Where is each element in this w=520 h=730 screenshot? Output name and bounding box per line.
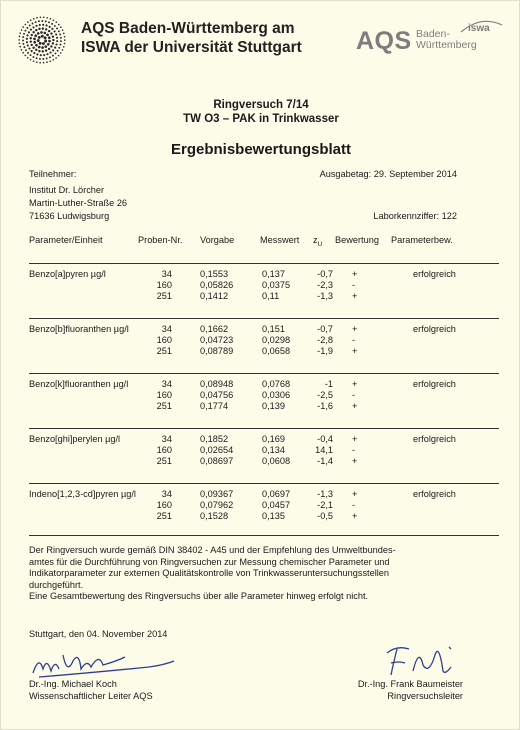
logo-dot bbox=[55, 33, 57, 35]
rating: + bbox=[352, 346, 358, 356]
logo-dot bbox=[50, 45, 52, 47]
logo-dot bbox=[32, 31, 34, 33]
logo-dot bbox=[30, 19, 32, 21]
target-value: 0,04756 bbox=[200, 390, 234, 400]
logo-dot bbox=[60, 52, 62, 54]
sample-no: 251 bbox=[156, 511, 172, 521]
measured-value: 0,0457 bbox=[262, 500, 291, 510]
sample-no: 34 bbox=[161, 489, 172, 499]
zu-score: -0,7 bbox=[317, 269, 333, 279]
logo-dot bbox=[52, 35, 54, 37]
logo-dot bbox=[57, 50, 59, 52]
logo-dot bbox=[19, 42, 21, 44]
logo-dot bbox=[30, 40, 32, 42]
logo-dot bbox=[48, 21, 50, 23]
logo-dot bbox=[46, 57, 48, 59]
aqs-logo-region-line1: Baden- bbox=[416, 28, 450, 40]
logo-dot bbox=[23, 46, 25, 48]
parameter-name: Benzo[k]fluoranthen µg/l bbox=[29, 379, 129, 389]
logo-dot bbox=[27, 57, 29, 59]
logo-dot bbox=[22, 40, 24, 42]
zu-score: -0,5 bbox=[317, 511, 333, 521]
logo-dot bbox=[25, 24, 27, 26]
logo-dot bbox=[30, 37, 32, 39]
logo-dot bbox=[36, 61, 38, 63]
rating: + bbox=[352, 379, 358, 389]
logo-dot bbox=[64, 36, 66, 38]
measured-value: 0,0608 bbox=[262, 456, 291, 466]
logo-dot bbox=[33, 38, 36, 41]
sample-no: 160 bbox=[156, 280, 172, 290]
logo-dot bbox=[44, 45, 47, 48]
logo-dot bbox=[35, 29, 37, 31]
logo-dot bbox=[60, 37, 62, 39]
table-row bbox=[29, 269, 499, 280]
logo-dot bbox=[31, 34, 33, 36]
sample-no: 160 bbox=[156, 500, 172, 510]
parameter-group bbox=[29, 483, 499, 533]
logo-dot bbox=[37, 32, 40, 35]
target-value: 0,09367 bbox=[200, 489, 234, 499]
zu-score: -1,9 bbox=[317, 346, 333, 356]
logo-dot bbox=[40, 31, 43, 34]
logo-dot bbox=[31, 50, 33, 52]
logo-dot bbox=[46, 17, 48, 19]
sample-no: 34 bbox=[161, 324, 172, 334]
table-row bbox=[29, 511, 499, 522]
logo-dot bbox=[33, 18, 35, 20]
logo-dot bbox=[24, 55, 26, 57]
logo-dot bbox=[35, 25, 37, 27]
logo-dot bbox=[52, 49, 54, 51]
rating: - bbox=[352, 390, 356, 400]
rating: + bbox=[352, 511, 358, 521]
sample-no: 251 bbox=[156, 291, 172, 301]
parameter-result: erfolgreich bbox=[413, 379, 456, 389]
logo-dot bbox=[58, 55, 60, 57]
measured-value: 0,0298 bbox=[262, 335, 291, 345]
logo-dot bbox=[24, 30, 26, 32]
measured-value: 0,11 bbox=[262, 291, 280, 301]
logo-dot bbox=[46, 53, 48, 55]
logo-dot bbox=[22, 43, 24, 45]
header-zu-main: z bbox=[313, 235, 318, 245]
logo-dot bbox=[56, 27, 58, 29]
logo-dot bbox=[59, 44, 61, 46]
parameter-name: Benzo[a]pyren µg/l bbox=[29, 269, 106, 279]
target-value: 0,1553 bbox=[200, 269, 229, 279]
target-value: 0,07962 bbox=[200, 500, 234, 510]
logo-dot bbox=[51, 28, 53, 30]
logo-dot bbox=[35, 44, 38, 47]
table-row bbox=[29, 500, 499, 511]
org-line-2: ISWA der Universität Stuttgart bbox=[81, 39, 302, 56]
logo-dot bbox=[40, 16, 42, 18]
measured-value: 0,135 bbox=[262, 511, 285, 521]
address-line-3: 71636 Ludwigsburg bbox=[29, 211, 110, 221]
closing-line-2: amtes für die Durchführung von Ringversuchen zur Messung chemischer Parameter und bbox=[29, 556, 390, 567]
logo-dot bbox=[33, 41, 36, 44]
place-date: Stuttgart, den 04. November 2014 bbox=[29, 629, 168, 639]
logo-dot bbox=[49, 26, 51, 28]
logo-dot bbox=[19, 32, 21, 34]
logo-dot bbox=[55, 43, 57, 45]
logo-dot bbox=[43, 32, 46, 35]
measured-value: 0,169 bbox=[262, 434, 285, 444]
logo-dot bbox=[38, 50, 40, 52]
org-line-1: AQS Baden-Württemberg am bbox=[81, 20, 295, 37]
logo-dot bbox=[33, 60, 35, 62]
logo-dot bbox=[47, 43, 50, 46]
logo-dot bbox=[27, 44, 29, 46]
logo-dot bbox=[26, 41, 28, 43]
logo-dot bbox=[39, 42, 42, 45]
logo-dot bbox=[21, 49, 23, 51]
logo-dot bbox=[30, 59, 32, 61]
logo-dot bbox=[25, 49, 27, 51]
logo-dot bbox=[44, 40, 47, 43]
rating: + bbox=[352, 456, 358, 466]
logo-dot bbox=[42, 24, 44, 26]
logo-dot bbox=[49, 52, 51, 54]
logo-dot bbox=[62, 49, 64, 51]
logo-dot bbox=[55, 52, 57, 54]
iswa-logo-text: iswa bbox=[468, 23, 490, 34]
parameter-result: erfolgreich bbox=[413, 324, 456, 334]
signature-koch bbox=[29, 647, 179, 681]
measured-value: 0,151 bbox=[262, 324, 285, 334]
table-row bbox=[29, 401, 499, 412]
logo-dot bbox=[45, 24, 47, 26]
logo-dot bbox=[26, 27, 28, 29]
rating: + bbox=[352, 489, 358, 499]
target-value: 0,08789 bbox=[200, 346, 234, 356]
rating: + bbox=[352, 269, 358, 279]
zu-score: -1,3 bbox=[317, 291, 333, 301]
logo-dot bbox=[36, 17, 38, 19]
address-line-1: Institut Dr. Lörcher bbox=[29, 185, 105, 195]
zu-score: -2,3 bbox=[317, 280, 333, 290]
logo-dot bbox=[52, 39, 54, 41]
logo-dot bbox=[32, 47, 34, 49]
target-value: 0,02654 bbox=[200, 445, 234, 455]
zu-score: -2,8 bbox=[317, 335, 333, 345]
logo-dot bbox=[19, 36, 21, 38]
table-row bbox=[29, 346, 499, 357]
logo-dot bbox=[40, 54, 42, 56]
header-zu bbox=[313, 235, 322, 248]
logo-dot bbox=[45, 49, 47, 51]
logo-dot bbox=[55, 21, 57, 23]
measured-value: 0,0658 bbox=[262, 346, 291, 356]
logo-dot bbox=[32, 23, 34, 25]
logo-dot bbox=[48, 30, 50, 32]
logo-dot bbox=[52, 55, 54, 57]
logo-dot bbox=[54, 30, 56, 32]
logo-dot bbox=[39, 58, 41, 60]
logo-dot bbox=[45, 20, 47, 22]
measured-value: 0,0768 bbox=[262, 379, 291, 389]
zu-score: -1,4 bbox=[317, 456, 333, 466]
aqs-logo-region-line2: Württemberg bbox=[416, 39, 477, 51]
sample-no: 34 bbox=[161, 379, 172, 389]
header-param-rating: Parameterbew. bbox=[391, 235, 453, 245]
logo-dot bbox=[42, 50, 44, 52]
signer-2-name: Dr.-Ing. Frank Baumeister bbox=[357, 679, 463, 689]
logo-dot bbox=[54, 25, 56, 27]
parameter-result: erfolgreich bbox=[413, 489, 456, 499]
logo-dot bbox=[27, 21, 29, 23]
logo-dot bbox=[26, 38, 28, 40]
rating: + bbox=[352, 324, 358, 334]
iswa-logo bbox=[459, 19, 504, 34]
logo-dot bbox=[52, 42, 54, 44]
aqs-logo bbox=[356, 19, 506, 59]
table-row bbox=[29, 445, 499, 456]
logo-dot bbox=[41, 35, 44, 38]
logo-dot bbox=[42, 42, 45, 45]
header-sample-no: Proben-Nr. bbox=[138, 235, 183, 245]
logo-dot bbox=[43, 16, 45, 18]
logo-dot bbox=[38, 46, 41, 49]
closing-line-4: durchgeführt. bbox=[29, 579, 84, 590]
logo-dot bbox=[48, 48, 50, 50]
parameter-name: Benzo[b]fluoranthen µg/l bbox=[29, 324, 129, 334]
table-row bbox=[29, 434, 499, 445]
sample-no: 160 bbox=[156, 445, 172, 455]
logo-dot bbox=[52, 59, 54, 61]
university-dots-logo bbox=[17, 15, 67, 65]
logo-dot bbox=[41, 20, 43, 22]
target-value: 0,1412 bbox=[200, 291, 229, 301]
header-rating: Bewertung bbox=[335, 235, 379, 245]
logo-dot bbox=[26, 34, 28, 36]
measured-value: 0,137 bbox=[262, 269, 285, 279]
table-row bbox=[29, 390, 499, 401]
parameter-group bbox=[29, 318, 499, 368]
logo-dot bbox=[58, 24, 60, 26]
target-value: 0,1774 bbox=[200, 401, 229, 411]
logo-dot bbox=[45, 28, 47, 30]
sample-no: 34 bbox=[161, 269, 172, 279]
rating: - bbox=[352, 280, 356, 290]
signer-1-role: Wissenschaftlicher Leiter AQS bbox=[29, 691, 153, 701]
organization-name bbox=[81, 19, 302, 57]
logo-dot bbox=[36, 53, 38, 55]
logo-dot bbox=[53, 19, 55, 21]
logo-dot bbox=[55, 57, 57, 59]
aqs-logo-text: AQS bbox=[356, 27, 412, 55]
table-row bbox=[29, 456, 499, 467]
logo-dot bbox=[43, 54, 45, 56]
logo-dot bbox=[22, 26, 24, 28]
logo-dot bbox=[32, 56, 34, 58]
rating: + bbox=[352, 291, 358, 301]
logo-dot bbox=[28, 31, 30, 33]
target-value: 0,1852 bbox=[200, 434, 229, 444]
logo-dot bbox=[46, 61, 48, 63]
logo-dot bbox=[21, 29, 23, 31]
logo-dot bbox=[38, 36, 41, 39]
logo-dot bbox=[28, 47, 30, 49]
logo-dot bbox=[50, 32, 52, 34]
zu-score: -1 bbox=[324, 379, 333, 389]
closing-paragraph bbox=[29, 545, 499, 603]
measured-value: 0,0697 bbox=[262, 489, 291, 499]
target-value: 0,08697 bbox=[200, 456, 234, 466]
logo-dot bbox=[18, 39, 20, 41]
rating: + bbox=[352, 434, 358, 444]
logo-dot bbox=[64, 39, 66, 41]
logo-dot bbox=[37, 39, 40, 42]
parameter-group bbox=[29, 263, 499, 313]
table-row bbox=[29, 280, 499, 291]
rating: - bbox=[352, 445, 356, 455]
logo-dot bbox=[42, 58, 44, 60]
logo-dot bbox=[39, 24, 41, 26]
measured-value: 0,139 bbox=[262, 401, 285, 411]
table-row bbox=[29, 291, 499, 302]
logo-dot bbox=[27, 52, 29, 54]
logo-dot bbox=[50, 18, 52, 20]
table-row bbox=[29, 324, 499, 335]
zu-score: -1,6 bbox=[317, 401, 333, 411]
parameter-result: erfolgreich bbox=[413, 434, 456, 444]
target-value: 0,1528 bbox=[200, 511, 229, 521]
sample-no: 160 bbox=[156, 390, 172, 400]
logo-dot bbox=[39, 62, 41, 64]
address-line-2: Martin-Luther-Straße 26 bbox=[29, 198, 128, 208]
zu-score: -0,4 bbox=[317, 434, 333, 444]
measured-value: 0,134 bbox=[262, 445, 285, 455]
logo-dot bbox=[56, 40, 58, 42]
logo-dot bbox=[19, 46, 21, 48]
logo-dot bbox=[54, 47, 56, 49]
target-value: 0,05826 bbox=[200, 280, 234, 290]
logo-dot bbox=[31, 44, 33, 46]
logo-dot bbox=[22, 36, 24, 38]
logo-dot bbox=[64, 43, 66, 45]
zu-score: 14,1 bbox=[315, 445, 333, 455]
participant-label: Teilnehmer: bbox=[29, 169, 77, 179]
logo-dot bbox=[58, 30, 60, 32]
logo-dot bbox=[22, 52, 24, 54]
closing-line-1: Der Ringversuch wurde gemäß DIN 38402 - A45 und der Empfehlung des Umweltbundes- bbox=[29, 545, 396, 555]
logo-dot bbox=[46, 34, 49, 37]
round-robin-number: Ringversuch 7/14 bbox=[213, 99, 309, 111]
logo-dot bbox=[35, 49, 37, 51]
parameter-result: erfolgreich bbox=[413, 269, 456, 279]
logo-dot bbox=[23, 33, 25, 35]
document-title: Ergebnisbewertungsblatt bbox=[170, 141, 352, 158]
logo-dot bbox=[59, 34, 61, 36]
logo-dot bbox=[38, 20, 40, 22]
header-target: Vorgabe bbox=[200, 235, 235, 245]
sample-no: 160 bbox=[156, 335, 172, 345]
sample-no: 251 bbox=[156, 346, 172, 356]
target-value: 0,08948 bbox=[200, 379, 234, 389]
target-value: 0,04723 bbox=[200, 335, 234, 345]
lab-code: Laborkennziffer: 122 bbox=[373, 211, 457, 221]
logo-dot bbox=[58, 47, 60, 49]
parameter-name: Benzo[ghi]perylen µg/l bbox=[29, 434, 121, 444]
zu-score: -0,7 bbox=[317, 324, 333, 334]
logo-dot bbox=[48, 36, 51, 39]
closing-line-5: Eine Gesamtbewertung des Ringversuchs über alle Parameter hinweg erfolgt nicht. bbox=[29, 591, 369, 601]
parameter-group bbox=[29, 373, 499, 423]
logo-dot bbox=[42, 27, 44, 29]
logo-dot bbox=[60, 40, 62, 42]
logo-dot bbox=[36, 57, 38, 59]
signer-1-name: Dr.-Ing. Michael Koch bbox=[29, 679, 117, 689]
target-value: 0,1662 bbox=[200, 324, 229, 334]
parameter-name: Indeno[1,2,3-cd]pyren µg/l bbox=[29, 489, 136, 499]
logo-dot bbox=[62, 29, 64, 31]
issue-date: Ausgabetag: 29. September 2014 bbox=[319, 169, 457, 179]
table-row bbox=[29, 335, 499, 346]
sample-no: 251 bbox=[156, 401, 172, 411]
parameter-group bbox=[29, 428, 499, 478]
logo-dot bbox=[48, 40, 51, 43]
header-zu-sub: U bbox=[317, 240, 323, 248]
closing-divider bbox=[29, 535, 499, 536]
rating: - bbox=[352, 335, 356, 345]
rating: - bbox=[352, 500, 356, 510]
logo-dot bbox=[49, 60, 51, 62]
signer-2-role: Ringversuchsleiter bbox=[387, 691, 463, 701]
closing-line-3: Indikatorparameter zur externen Qualitätskontrolle von Trinkwasseruntersuchungsstellen bbox=[29, 568, 390, 578]
zu-score: -2,1 bbox=[317, 500, 333, 510]
measured-value: 0,0306 bbox=[262, 390, 291, 400]
logo-dot bbox=[30, 29, 32, 31]
logo-dot bbox=[29, 25, 31, 27]
header-parameter: Parameter/Einheit bbox=[29, 235, 103, 245]
logo-dot bbox=[35, 21, 37, 23]
logo-dot bbox=[33, 52, 35, 54]
logo-dot bbox=[34, 34, 37, 37]
signature-baumeister bbox=[379, 641, 469, 681]
logo-dot bbox=[43, 62, 45, 64]
table-row bbox=[29, 489, 499, 500]
measured-value: 0,0375 bbox=[262, 280, 291, 290]
logo-dot bbox=[38, 28, 40, 30]
logo-dot bbox=[44, 36, 47, 39]
sample-no: 251 bbox=[156, 456, 172, 466]
logo-dot bbox=[56, 37, 58, 39]
table-row bbox=[29, 379, 499, 390]
logo-dot bbox=[51, 23, 53, 25]
logo-dot bbox=[30, 54, 32, 56]
zu-score: -1,3 bbox=[317, 489, 333, 499]
round-robin-subject: TW O3 – PAK in Trinkwasser bbox=[183, 113, 339, 125]
logo-dot bbox=[63, 46, 65, 48]
rating: + bbox=[352, 401, 358, 411]
logo-dot bbox=[41, 46, 44, 49]
logo-dot bbox=[60, 26, 62, 28]
logo-dot bbox=[32, 26, 34, 28]
zu-score: -2,5 bbox=[317, 390, 333, 400]
logo-dot bbox=[49, 56, 51, 58]
sample-no: 34 bbox=[161, 434, 172, 444]
header-measured: Messwert bbox=[260, 235, 300, 245]
logo-dot bbox=[63, 33, 65, 35]
